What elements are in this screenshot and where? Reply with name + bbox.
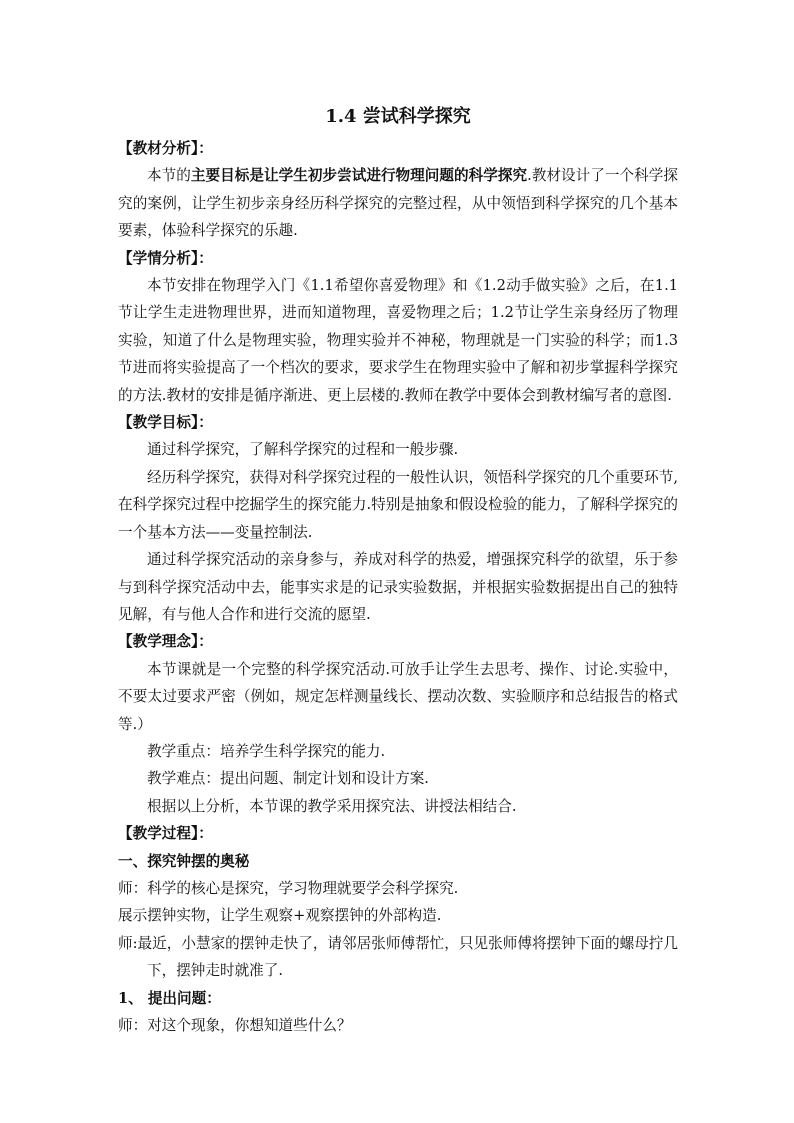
section-heading-teaching-process: 【教学过程】： (118, 825, 213, 843)
process-step-1-heading: 1、 提出问题： (118, 989, 221, 1007)
section-heading-student-analysis: 【学情分析】： (118, 249, 213, 267)
material-analysis-paragraph (118, 162, 678, 244)
document-page (118, 103, 678, 1039)
idea-paragraph-1: 本节课就是一个完整的科学探究活动.可放手让学生去思考、操作、讨论.实验中，不要太过要求严密（例如，规定怎样测量线长、摆动次数、实验顺序和总结报告的格式等.） (118, 660, 678, 733)
material-text-pre: 本节的 (147, 167, 191, 185)
idea-difficult-point: 教学难点：提出问题、制定计划和设计方案. (147, 770, 429, 788)
goal-paragraph-1: 通过科学探究，了解科学探究的过程和一般步骤. (147, 441, 459, 459)
document-title: 1.4 尝试科学探究 (325, 106, 471, 127)
process-line-1: 师：科学的核心是探究，学习物理就要学会科学探究. (118, 879, 459, 897)
idea-key-point: 教学重点：培养学生科学探究的能力. (147, 742, 386, 760)
process-line-2: 展示摆钟实物，让学生观察+观察摆钟的外部构造. (118, 907, 442, 925)
process-line-4: 师：对这个现象，你想知道些什么？ (118, 1017, 352, 1034)
idea-method: 根据以上分析，本节课的教学采用探究法、讲授法相结合. (147, 797, 517, 815)
goal-paragraph-3: 通过科学探究活动的亲身参与，养成对科学的热爱，增强探究科学的欲望，乐于参与到科学探究活动中去，能事实求是的记录实验数据，并根据实验数据提出自己的独特见解，有与他人合作和进行交流的愿望. (118, 551, 678, 623)
material-text-post: .教材设计了一个科学探究的案例，让学生初步亲身经历科学探究的完整过程，从中领悟到科学探究的几个基本要素，体验科学探究的乐趣. (118, 167, 678, 240)
goal-paragraph-2: 经历科学探究，获得对科学探究过程的一般性认识，领悟科学探究的几个重要环节,在科学探究过程中挖掘学生的探究能力.特别是抽象和假设检验的能力，了解科学探究的一个基本方法——变量控制法. (118, 468, 678, 541)
process-subheading-pendulum: 一、探究钟摆的奥秘 (118, 852, 250, 870)
process-line-3: 师:最近，小慧家的摆钟走快了，请邻居张师傅帮忙，只见张师傅将摆钟下面的螺母拧几下，摆钟走时就准了. (118, 934, 678, 980)
student-analysis-paragraph: 本节安排在物理学入门《1.1希望你喜爱物理》和《1.2动手做实验》之后，在1.1节让学生走进物理世界，进而知道物理，喜爱物理之后；1.2节让学生亲身经历了物理实验，知道了什么是物理实验，物理实验并不神秘，物理就是一门实验的科学；而1.3节进而将实验提高了一个档次的要求，要求学生在物理实验中了解和初步掌握科学探究的方法.教材的安排是循序渐进、更上层楼的.教师在教学中要体会到教材编写者的意图. (118, 277, 678, 404)
section-heading-teaching-idea: 【教学理念】： (118, 633, 213, 651)
section-heading-material-analysis: 【教材分析】： (118, 140, 213, 157)
material-text-bold: 主要目标是让学生初步尝试进行物理问题的科学探究 (190, 167, 528, 185)
section-heading-teaching-goals: 【教学目标】： (118, 414, 213, 432)
